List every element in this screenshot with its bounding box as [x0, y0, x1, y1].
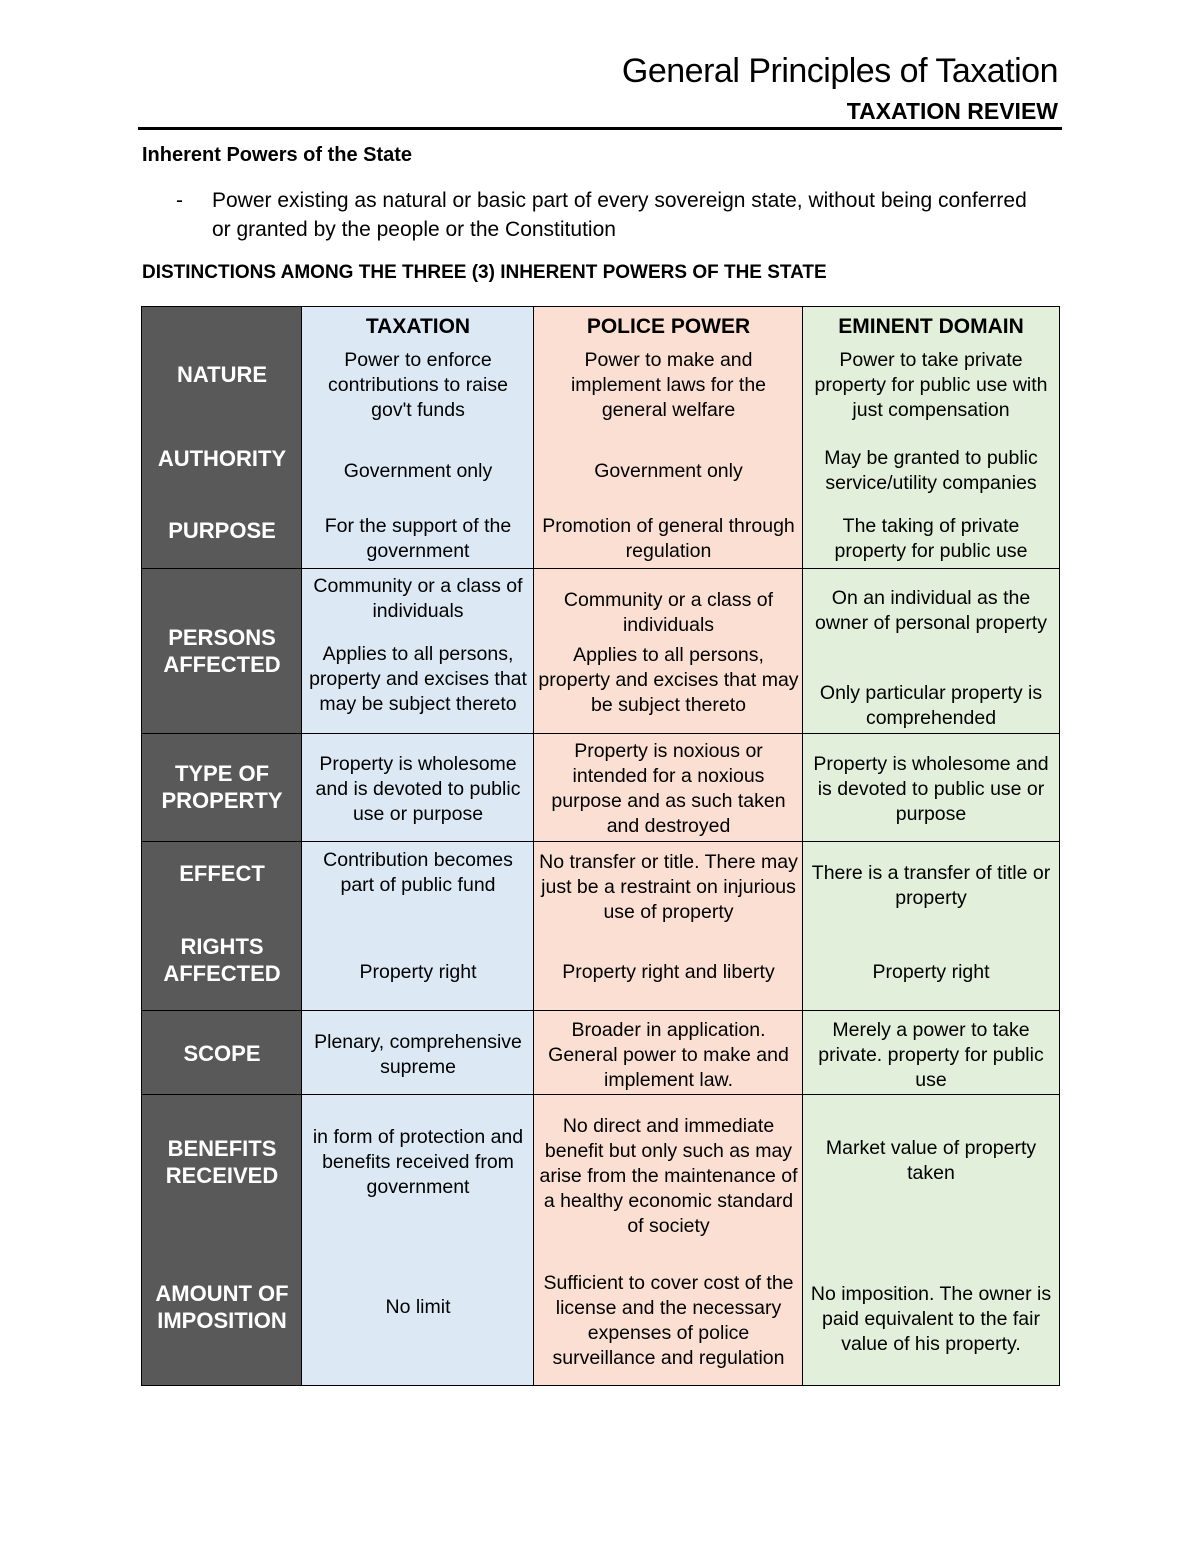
- cell-eminent-nature: Power to take private property for public use with just compensation: [814, 348, 1048, 421]
- row-label-nature: NATURE: [176, 361, 268, 387]
- document-subtitle: TAXATION REVIEW: [846, 98, 1058, 124]
- bullet-text: Power existing as natural or basic part of every sovereign state, without being conferred or granted by the people or the Constitution: [212, 189, 1027, 241]
- cell-taxation-amount-of-imposition: No limit: [385, 1295, 451, 1318]
- cell-taxation-type-of-property: Property is wholesome and is devoted to public use or purpose: [315, 752, 521, 825]
- row-label-rights-affected: RIGHTS AFFECTED: [163, 934, 281, 986]
- cell-eminent-persons-affected-detail: Only particular property is comprehended: [819, 682, 1043, 729]
- cell-taxation-persons-affected-detail: Applies to all persons, property and excises that may be subject thereto: [309, 642, 527, 715]
- cell-police-benefits-received: No direct and immediate benefit but only such as may arise from the maintenance of a healthy economic standard of society: [539, 1114, 798, 1237]
- header-divider: [138, 127, 1062, 130]
- cell-police-nature: Power to make and implement laws for the general welfare: [570, 348, 767, 421]
- cell-police-purpose: Promotion of general through regulation: [542, 515, 795, 562]
- cell-taxation-purpose: For the support of the government: [324, 515, 512, 562]
- cell-eminent-rights-affected: Property right: [872, 960, 990, 983]
- row-divider: [142, 733, 1059, 734]
- cell-eminent-type-of-property: Property is wholesome and is devoted to public use or purpose: [813, 752, 1049, 825]
- row-divider: [142, 841, 1059, 842]
- cell-police-authority: Government only: [594, 459, 743, 482]
- cell-eminent-effect: There is a transfer of title or property: [811, 862, 1051, 909]
- cell-eminent-authority: May be granted to public service/utility companies: [824, 447, 1038, 494]
- column-header-eminent-domain: EMINENT DOMAIN: [838, 315, 1024, 338]
- cell-police-scope: Broader in application. General power to make and implement law.: [548, 1018, 789, 1091]
- row-label-purpose: PURPOSE: [168, 517, 276, 543]
- bullet-marker: -: [176, 189, 183, 212]
- row-label-scope: SCOPE: [183, 1040, 261, 1066]
- cell-eminent-persons-affected: On an individual as the owner of personal property: [815, 587, 1047, 634]
- row-label-amount-of-imposition: AMOUNT OF IMPOSITION: [155, 1281, 289, 1333]
- cell-eminent-amount-of-imposition: No imposition. The owner is paid equivalent to the fair value of his property.: [810, 1282, 1052, 1355]
- table-heading: DISTINCTIONS AMONG THE THREE (3) INHERENT POWERS OF THE STATE: [142, 262, 827, 283]
- cell-taxation-nature: Power to enforce contributions to raise gov't funds: [328, 348, 508, 421]
- row-label-persons-affected: PERSONS AFFECTED: [163, 625, 281, 677]
- cell-police-type-of-property: Property is noxious or intended for a noxious purpose and as such taken and destroyed: [551, 740, 786, 837]
- cell-taxation-persons-affected: Community or a class of individuals: [313, 575, 523, 622]
- cell-police-persons-affected: Community or a class of individuals: [563, 589, 774, 636]
- row-label-effect: EFFECT: [179, 860, 265, 886]
- cell-taxation-rights-affected: Property right: [359, 960, 477, 983]
- cell-police-effect: No transfer or title. There may just be a restraint on injurious use of property: [539, 850, 798, 923]
- cell-taxation-effect: Contribution becomes part of public fund: [323, 849, 513, 896]
- cell-taxation-authority: Government only: [343, 459, 493, 482]
- cell-police-persons-affected-detail: Applies to all persons, property and excises that may be subject thereto: [538, 643, 799, 716]
- column-header-police-power: POLICE POWER: [586, 315, 751, 338]
- cell-eminent-scope: Merely a power to take private. property for public use: [818, 1018, 1044, 1091]
- row-label-benefits-received: BENEFITS RECEIVED: [165, 1136, 279, 1188]
- cell-police-amount-of-imposition: Sufficient to cover cost of the license and the necessary expenses of police surveillance and regulation: [543, 1272, 794, 1369]
- cell-eminent-benefits-received: Market value of property taken: [825, 1137, 1037, 1184]
- document-title: General Principles of Taxation: [621, 52, 1058, 90]
- row-divider: [142, 1010, 1059, 1011]
- cell-eminent-purpose: The taking of private property for public use: [834, 515, 1028, 562]
- row-label-type-of-property: TYPE OF PROPERTY: [161, 761, 283, 813]
- section-heading: Inherent Powers of the State: [142, 144, 413, 166]
- row-divider: [142, 568, 1059, 569]
- cell-taxation-benefits-received: in form of protection and benefits received from government: [312, 1125, 524, 1198]
- distinctions-table: [141, 306, 1060, 1386]
- row-label-authority: AUTHORITY: [157, 445, 287, 471]
- cell-taxation-scope: Plenary, comprehensive supreme: [314, 1031, 522, 1078]
- column-header-taxation: TAXATION: [365, 315, 471, 338]
- cell-police-rights-affected: Property right and liberty: [562, 960, 775, 983]
